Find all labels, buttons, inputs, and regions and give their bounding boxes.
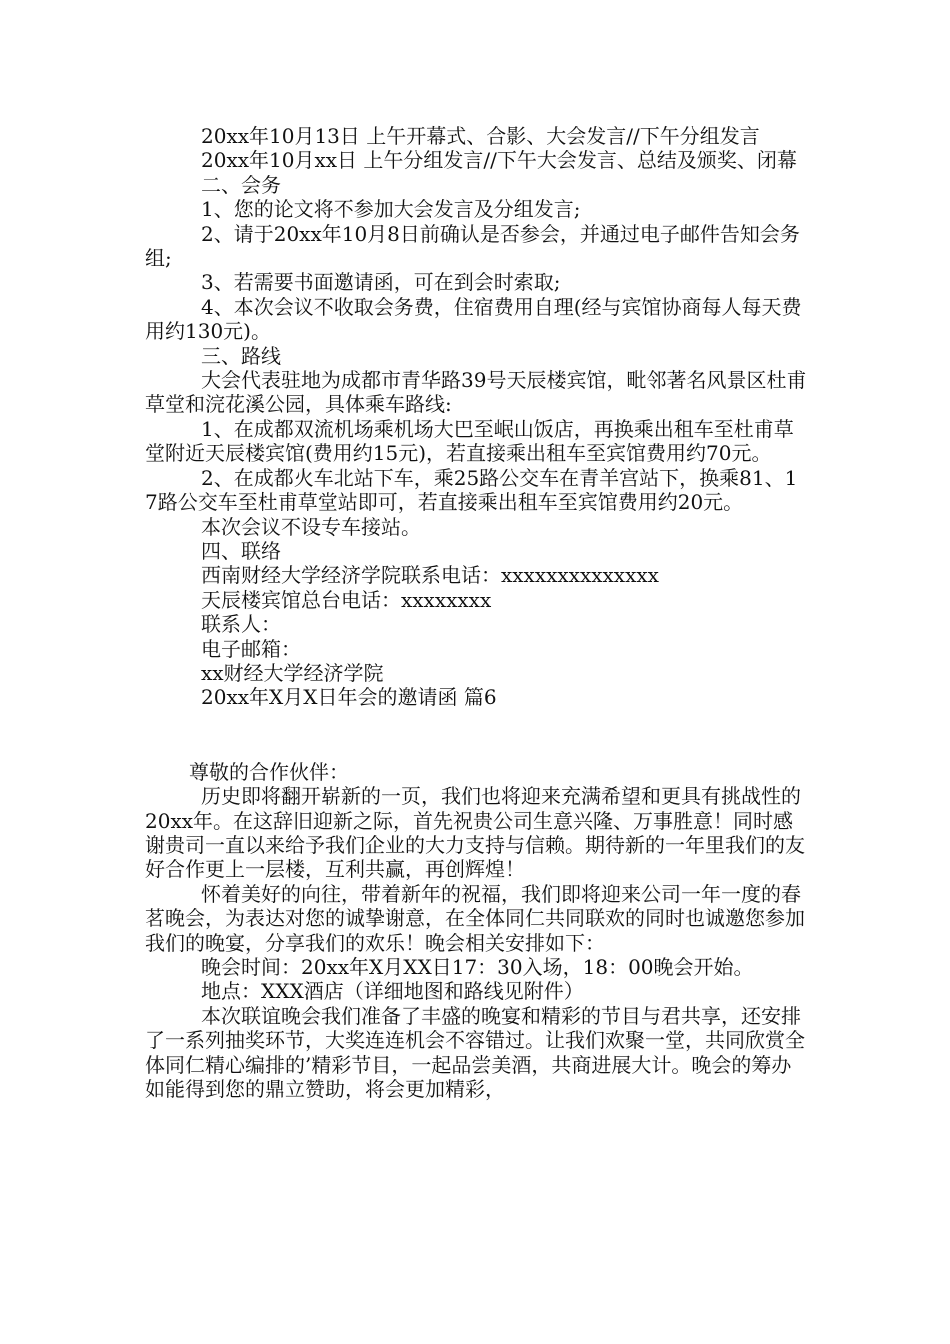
affairs-item-2: 2、请于20xx年10月8日前确认是否参会，并通过电子邮件告知会务组;	[145, 221, 800, 271]
letter-paragraph-2: 怀着美好的向往，带着新年的祝福，我们即将迎来公司一年一度的春茗晚会，为表达对您的诚挚谢意，在全体同仁共同联欢的同时也诚邀您参加我们的晚宴，分享我们的欢乐！晚会相关安排如下：	[145, 881, 805, 955]
route-note: 本次会议不设专车接站。	[201, 514, 421, 539]
contact-phone-school: 西南财经大学经济学院联系电话：xxxxxxxxxxxxxx	[201, 563, 659, 588]
document-page	[145, 124, 810, 1101]
affairs-item-4: 4、本次会议不收取会务费，住宿费用自理(经与宾馆协商每人每天费用约130元)。	[145, 294, 802, 344]
section-heading-contact: 四、联络	[201, 538, 281, 563]
route-item-1: 1、在成都双流机场乘机场大巴至岷山饭店，再换乘出租车至杜甫草堂附近天辰楼宾馆(费用约15元)，若直接乘出租车至宾馆费用约70元。	[145, 416, 794, 466]
contact-email: 电子邮箱：	[201, 636, 301, 661]
contact-phone-hotel: 天辰楼宾馆总台电话：xxxxxxxx	[201, 587, 492, 612]
section-heading-route: 三、路线	[201, 343, 281, 368]
schedule-line-1: 20xx年10月13日 上午开幕式、合影、大会发言//下午分组发言	[201, 124, 760, 148]
letter-paragraph-3: 本次联谊晚会我们准备了丰盛的晚宴和精彩的节目与君共享，还安排了一系列抽奖环节，大奖连连机会不容错过。让我们欢聚一堂，共同欣赏全体同仁精心编排的’精彩节目，一起品尝美酒，共商进展大计。晚会的筹办如能得到您的鼎立赞助，将会更加精彩，	[145, 1003, 805, 1102]
next-letter-title: 20xx年X月X日年会的邀请函 篇6	[201, 685, 497, 710]
affairs-item-1: 1、您的论文将不参加大会发言及分组发言;	[201, 197, 581, 222]
schedule-line-2: 20xx年10月xx日 上午分组发言//下午大会发言、总结及颁奖、闭幕	[201, 148, 797, 173]
letter-paragraph-1: 历史即将翻开崭新的一页，我们也将迎来充满希望和更具有挑战性的20xx年。在这辞旧迎新之际，首先祝贵公司生意兴隆、万事胜意！同时感谢贵司一直以来给予我们企业的大力支持与信赖。期待新的一年里我们的友好合作更上一层楼，互利共赢，再创辉煌！	[145, 784, 805, 882]
party-time: 晚会时间：20xx年X月XX日17：30入场，18：00晚会开始。	[201, 955, 754, 979]
salutation: 尊敬的合作伙伴：	[189, 759, 349, 784]
organizer-name: xx财经大学经济学院	[201, 660, 384, 685]
party-location: 地点：XXX酒店（详细地图和路线见附件）	[201, 979, 584, 1004]
route-intro: 大会代表驻地为成都市青华路39号天辰楼宾馆，毗邻著名风景区杜甫草堂和浣花溪公园，具体乘车路线:	[145, 368, 807, 417]
affairs-item-3: 3、若需要书面邀请函，可在到会时索取;	[201, 270, 561, 295]
route-item-2: 2、在成都火车北站下车，乘25路公交车在青羊宫站下，换乘81、17路公交车至杜甫草堂站即可，若直接乘出租车至宾馆费用约20元。	[145, 465, 798, 515]
section-gap	[145, 710, 810, 760]
contact-person: 联系人：	[201, 612, 281, 637]
section-heading-affairs: 二、会务	[201, 172, 281, 197]
